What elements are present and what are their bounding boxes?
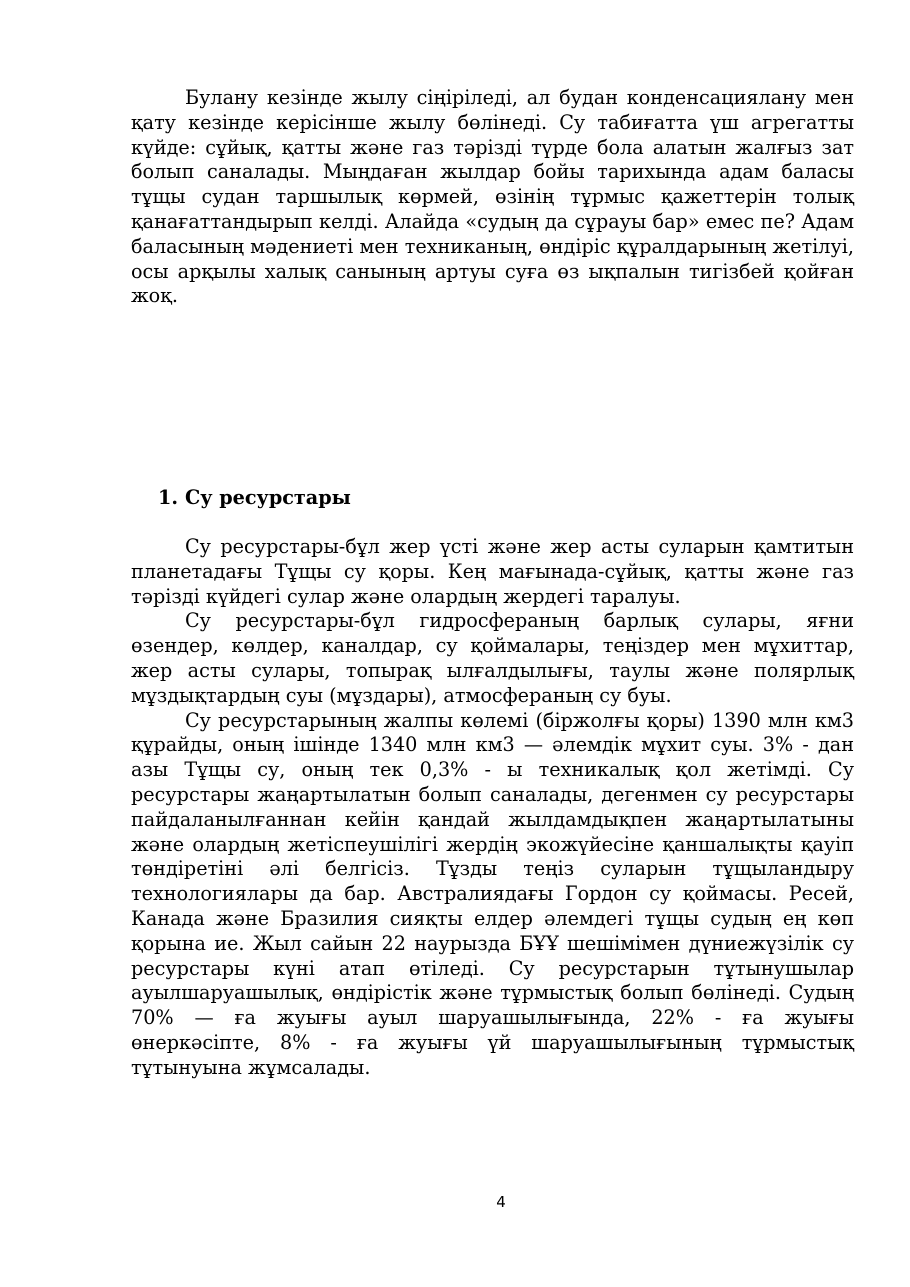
section-title: Су ресурстары — [185, 486, 351, 509]
section-paragraph-1: Су ресурстары-бұл жер үсті және жер асты суларын қамтитын планетадағы Тұщы су қоры. Кең мағынада-сұйық, қатты және газ тәрізді күйдегі сулар және олардың жердегі таралуы. — [131, 535, 854, 608]
intro-paragraph: Булану кезінде жылу сіңіріледі, ал будан конденсациялану мен қату кезінде керісінше жылу бөлінеді. Су табиғатта үш агрегатты күйде: сұйық, қатты және газ тәрізді түрде бола алатын жалғыз зат болып саналады. Мыңдаған жылдар бойы тарихында адам баласы тұщы судан таршылық көрмей, өзінің тұрмыс қажеттерін толық қанағаттандырып келді. Алайда «судың да сұрауы бар» емес пе? Адам баласының мәдениеті мен техниканың, өндіріс құралдарының жетілуі, осы арқылы халық санының артуы суға өз ықпалын тигізбей қойған жоқ. — [131, 86, 854, 308]
section-paragraph-2: Су ресурстары-бұл гидросфераның барлық сулары, яғни өзендер, көлдер, каналдар, су қоймалары, теңіздер мен мұхиттар, жер асты сулары, топырақ ылғалдылығы, таулы және полярлық мұздықтардың суы (мұздары), атмосфераның су буы. — [131, 609, 854, 707]
section-heading — [158, 486, 351, 511]
intro-text — [131, 86, 854, 309]
section-paragraph-3: Су ресурстарының жалпы көлемі (біржолғы қоры) 1390 млн км3 құрайды, оның ішінде 1340 млн км3 — әлемдік мұхит суы. 3% - дан азы Тұщы су, оның тек 0,3% - ы техникалық қол жетімді. Су ресурстары жаңартылатын болып саналады, дегенмен су ресурстары пайдаланылғаннан кейін қандай жылдамдықпен жаңартылатыны және олардың жетіспеушілігі жердің экожүйесіне қаншалықты қауіп төндіретіні әлі белгісіз. Тұзды теңіз суларын тұщыландыру технологиялары да бар. Австралиядағы Гордон су қоймасы. Ресей, Канада және Бразилия сияқты елдер әлемдегі тұщы судың ең көп қорына ие. Жыл сайын 22 наурызда БҰҰ шешімімен дүниежүзілік су ресурстары күні атап өтіледі. Су ресурстарын тұтынушылар ауылшаруашылық, өндірістік және тұрмыстық болып бөлінеді. Судың 70% — ға жуығы ауыл шаруашылығында, 22% - ға жуығы өнеркәсіпте, 8% - ға жуығы үй шаруашылығының тұрмыстық тұтынуына жұмсалады. — [131, 708, 854, 1079]
section-body — [131, 535, 854, 1081]
page-number: 4 — [496, 1193, 506, 1211]
section-number: 1. — [158, 486, 179, 509]
